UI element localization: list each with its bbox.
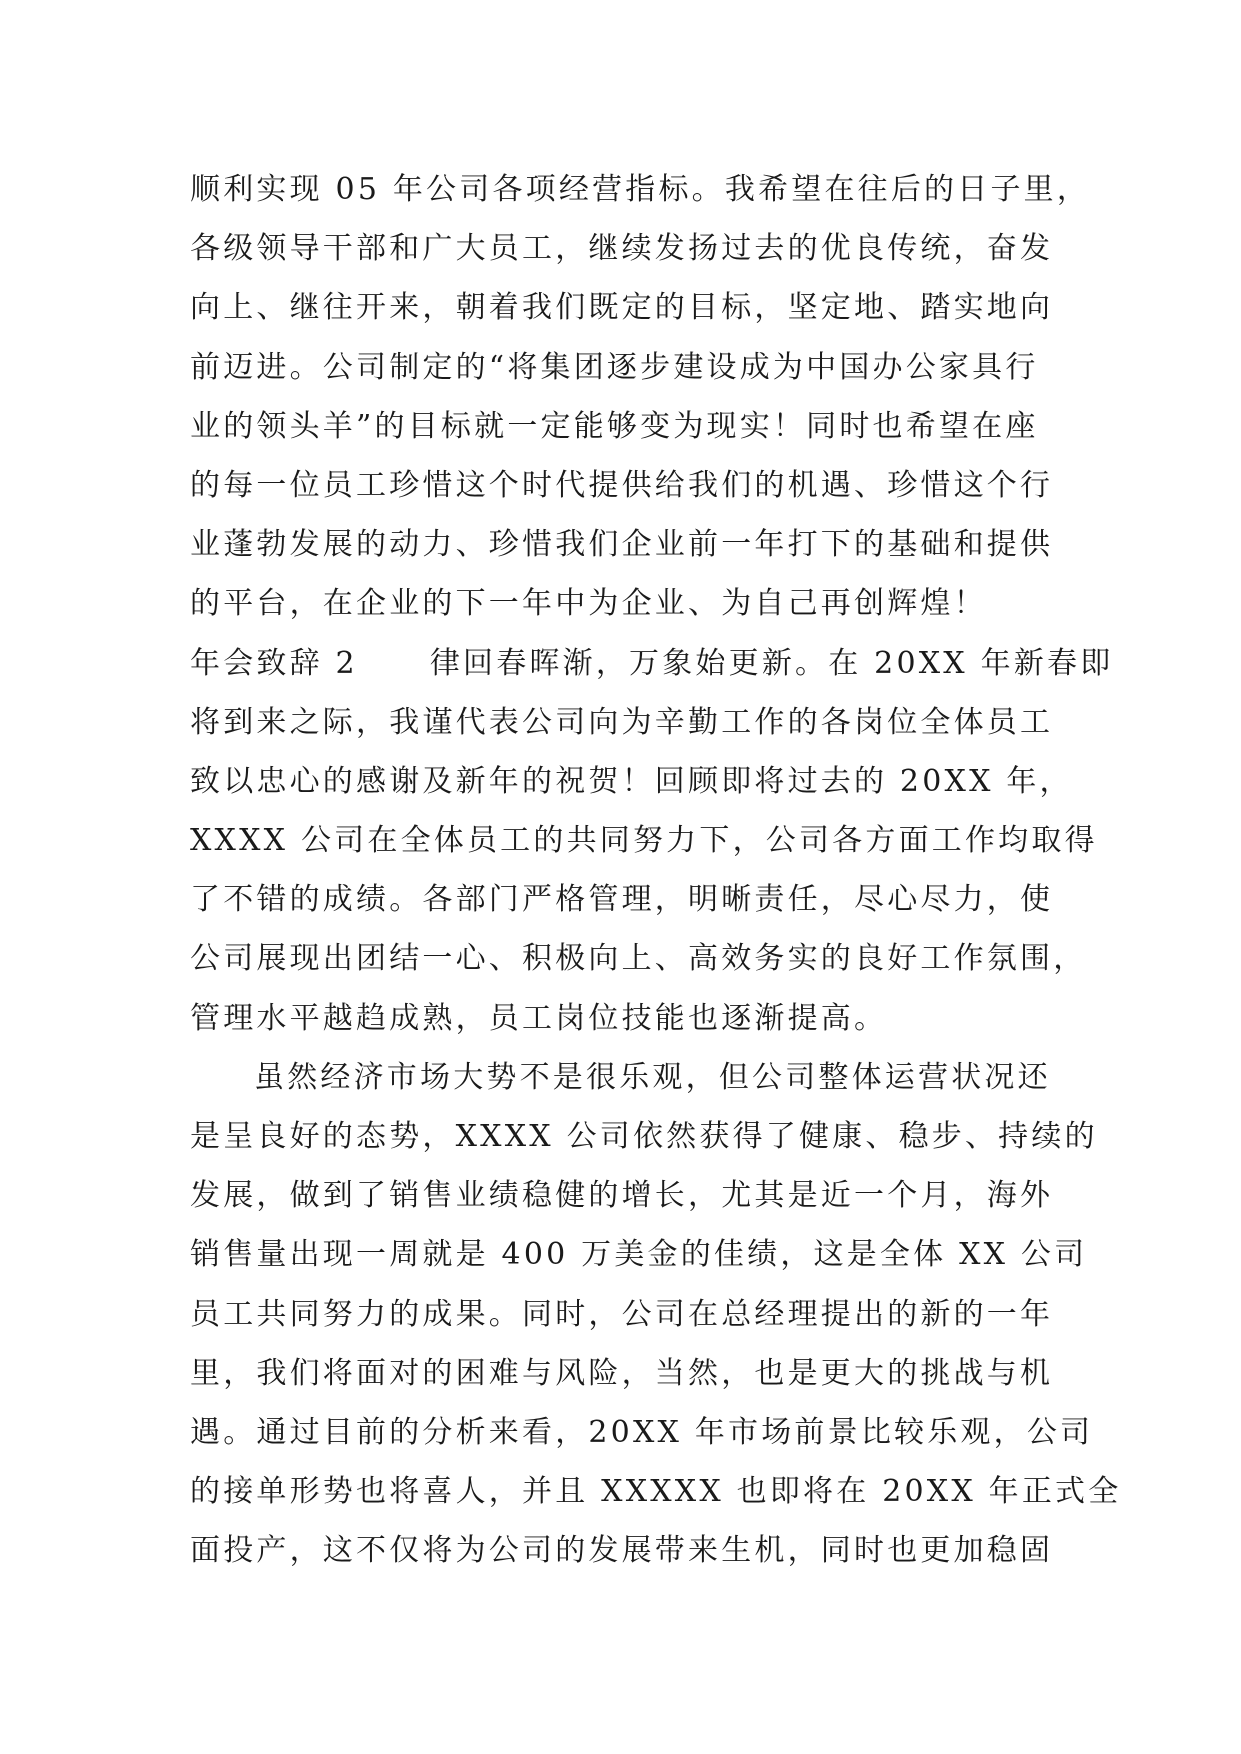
section-heading-line bbox=[190, 634, 1114, 693]
body-line: 致以忠心的感谢及新年的祝贺！回顾即将过去的 20XX 年， bbox=[190, 763, 1073, 799]
body-line: 面投产，这不仅将为公司的发展带来生机，同时也更加稳固 bbox=[190, 1533, 1054, 1569]
body-line: 各级领导干部和广大员工，继续发扬过去的优良传统，奋发 bbox=[190, 231, 1054, 267]
body-line: 业的领头羊”的目标就一定能够变为现实！同时也希望在座 bbox=[190, 408, 1039, 444]
body-line: 遇。通过目前的分析来看，20XX 年市场前景比较乐观，公司 bbox=[190, 1414, 1094, 1450]
body-line: 销售量出现一周就是 400 万美金的佳绩，这是全体 XX 公司 bbox=[190, 1237, 1088, 1273]
body-line: 了不错的成绩。各部门严格管理，明晰责任，尽心尽力，使 bbox=[190, 882, 1054, 918]
body-line: 发展，做到了销售业绩稳健的增长，尤其是近一个月，海外 bbox=[190, 1178, 1054, 1214]
body-line: 的接单形势也将喜人，并且 XXXXX 也即将在 20XX 年正式全 bbox=[190, 1474, 1122, 1510]
body-line: 的每一位员工珍惜这个时代提供给我们的机遇、珍惜这个行 bbox=[190, 467, 1054, 503]
body-line: 前迈进。公司制定的“将集团逐步建设成为中国办公家具行 bbox=[190, 349, 1039, 385]
body-line: 顺利实现 05 年公司各项经营指标。我希望在往后的日子里， bbox=[190, 172, 1091, 207]
section-heading: 年会致辞 2 bbox=[190, 645, 358, 681]
document-body bbox=[190, 160, 1122, 1581]
body-line: 公司展现出团结一心、积极向上、高效务实的良好工作氛围， bbox=[190, 941, 1087, 977]
body-line: 律回春晖渐，万象始更新。在 20XX 年新春即 bbox=[429, 645, 1114, 681]
body-line: 员工共同努力的成果。同时，公司在总经理提出的新的一年 bbox=[190, 1296, 1054, 1332]
body-line: 是呈良好的态势，XXXX 公司依然获得了健康、稳步、持续的 bbox=[190, 1119, 1098, 1154]
body-line: 虽然经济市场大势不是很乐观，但公司整体运营状况还 bbox=[254, 1059, 1051, 1095]
body-line: 的平台，在企业的下一年中为企业、为自己再创辉煌！ bbox=[190, 586, 987, 622]
body-line: 向上、继往开来，朝着我们既定的目标，坚定地、踏实地向 bbox=[190, 290, 1054, 326]
body-line: 业蓬勃发展的动力、珍惜我们企业前一年打下的基础和提供 bbox=[190, 527, 1054, 563]
body-line: 里，我们将面对的困难与风险，当然，也是更大的挑战与机 bbox=[190, 1355, 1054, 1391]
body-line: 管理水平越趋成熟，员工岗位技能也逐渐提高。 bbox=[190, 1000, 888, 1036]
body-line: 将到来之际，我谨代表公司向为辛勤工作的各岗位全体员工 bbox=[190, 704, 1054, 740]
body-line: XXXX 公司在全体员工的共同努力下，公司各方面工作均取得 bbox=[190, 823, 1098, 859]
